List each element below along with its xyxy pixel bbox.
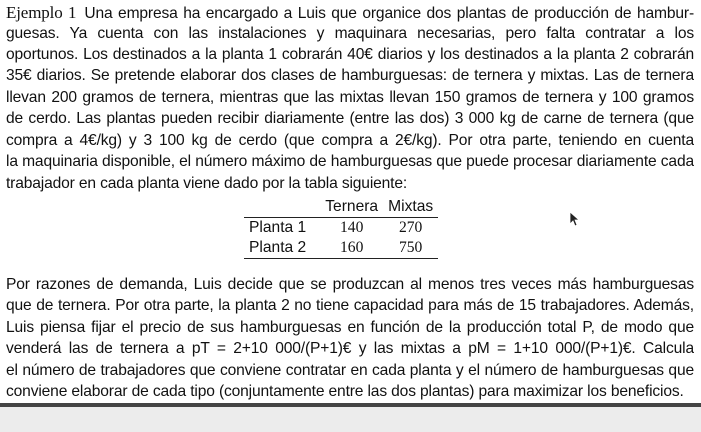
table-header-row <box>244 197 438 218</box>
cell-mixtas: 270 <box>398 219 423 236</box>
line-text: Una empresa ha encargado a Luis que organice dos plantas de producción de hambur- <box>84 5 694 22</box>
table-header-ternera: Ternera <box>325 198 379 215</box>
viewer-footer-area <box>0 407 701 432</box>
paragraph-1-line-4: 35€ diarios. Se pretende elaborar dos clases de hamburguesas: de ternera y mixtas. Las de ternera <box>6 67 694 84</box>
cell-ternera: 140 <box>339 219 364 236</box>
paragraph-1-line-7: compra a 4€/kg) y 3 100 kg de cerdo (que compra a 2€/kg). Por otra parte, teniendo en cuenta <box>6 132 694 149</box>
mouse-cursor-icon <box>569 211 579 232</box>
table-header-corner <box>244 197 320 218</box>
paragraph-1-line-3: oportunos. Los destinados a la planta 1 cobrarán 40€ diarios y los destinados a la planta 2 cobrarán <box>6 46 694 63</box>
paragraph-1-line-8: la maquinaria disponible, el número máximo de hamburguesas que puede procesar diariamente cada <box>6 153 694 170</box>
row-label: Planta 2 <box>249 239 307 256</box>
row-label: Planta 1 <box>249 219 307 236</box>
example-heading: Ejemplo 1 <box>6 3 77 22</box>
paragraph-2-line-6: conviene elaborar de cada tipo (conjuntamente entre las dos plantas) para maximizar los beneficios. <box>6 383 684 400</box>
table-row <box>244 238 438 259</box>
paragraph-1-line-6: de cerdo. Las plantas pueden recibir diariamente (entre las dos) 3 000 kg de carne de ternera (que <box>6 110 694 127</box>
cell-ternera: 160 <box>339 239 364 256</box>
cell-mixtas: 750 <box>398 239 423 256</box>
paragraph-2-line-2: que de ternera. Por otra parte, la planta 2 no tiene capacidad para más de 15 trabajadores. Además, <box>6 297 694 314</box>
production-table <box>244 197 438 259</box>
table-row <box>244 218 438 239</box>
paragraph-1-line-5: llevan 200 gramos de ternera, mientras que las mixtas llevan 150 gramos de ternera y 100 gramos <box>6 89 694 106</box>
paragraph-1-line-9: trabajador en cada planta viene dado por la tabla siguiente: <box>6 175 408 192</box>
paragraph-1-line-1 <box>6 3 694 23</box>
paragraph-2-line-1: Por razones de demanda, Luis decide que se produzcan al menos tres veces más hamburguesas <box>6 276 694 293</box>
paragraph-2-line-4: venderá las de ternera a pT = 2+10 000/(P+1)€ y las mixtas a pM = 1+10 000/(P+1)€. Calcula <box>6 340 694 357</box>
table-header-mixtas: Mixtas <box>388 198 434 215</box>
paragraph-2-line-3: Luis piensa fijar el precio de sus hamburguesas en función de la producción total P, de modo que <box>6 319 694 336</box>
paragraph-2-line-5: el número de trabajadores que conviene contratar en cada planta y el número de hamburguesas que <box>6 362 694 379</box>
paragraph-1-line-2: guesas. Ya cuenta con las instalaciones y maquinara necesarias, pero falta contratar a los <box>6 25 694 42</box>
